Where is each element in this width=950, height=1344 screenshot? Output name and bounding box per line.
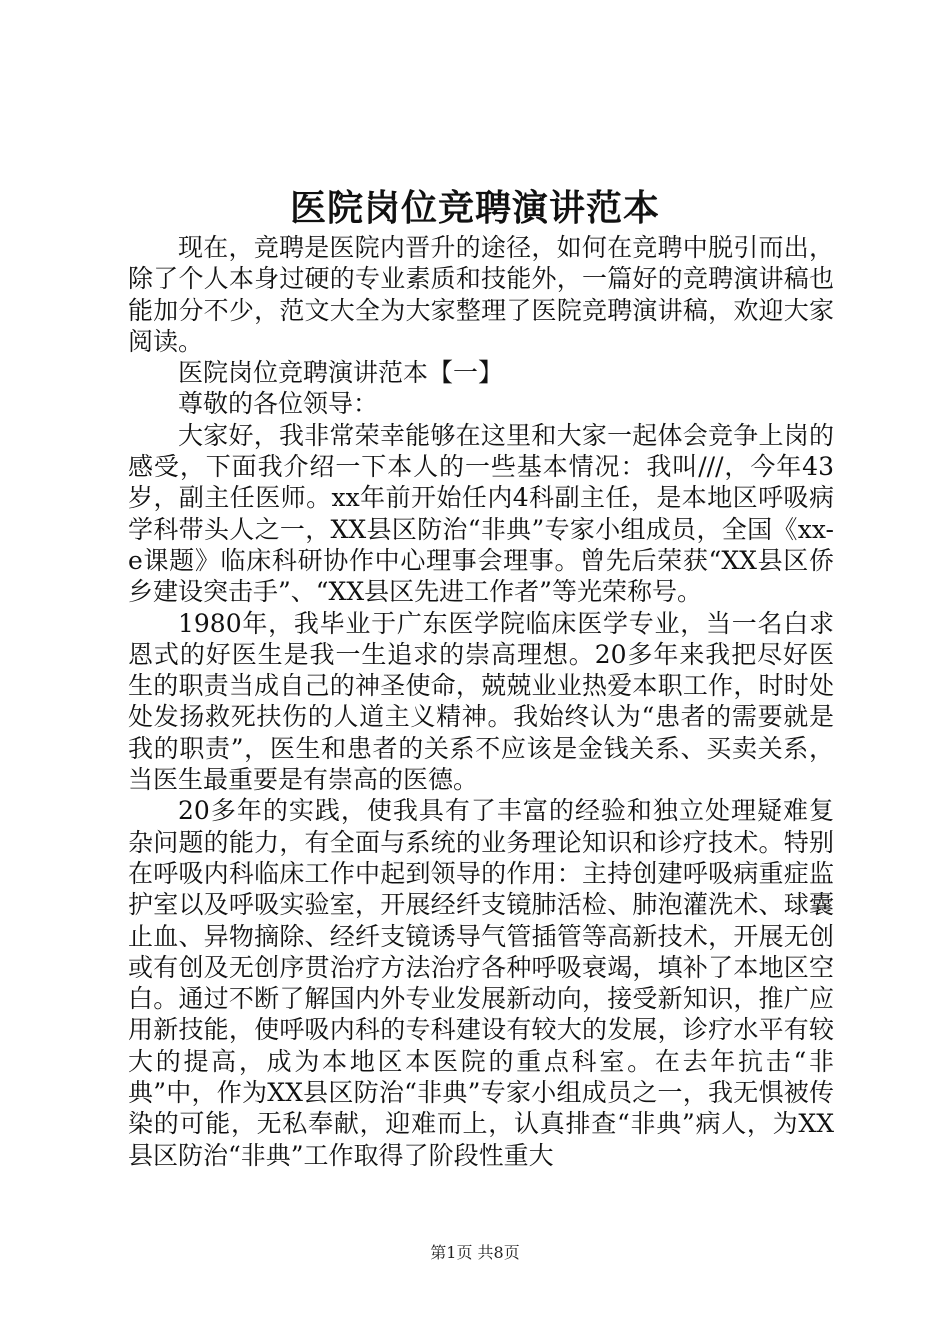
document-body [128, 232, 834, 1171]
body-paragraph: 1980年，我毕业于广东医学院临床医学专业，当一名白求恩式的好医生是我一生追求的崇高理想。20多年来我把尽好医生的职责当成自己的神圣使命，兢兢业业热爱本职工作，时时处处发扬救死扶伤的人道主义精神。我始终认为“患者的需要就是我的职责”，医生和患者的关系不应该是金钱关系、买卖关系，当医生最重要是有崇高的医德。 [128, 608, 834, 795]
salutation: 尊敬的各位领导： [178, 389, 379, 419]
section-heading: 医院岗位竞聘演讲范本【一】 [178, 358, 504, 388]
document-title: 医院岗位竞聘演讲范本 [289, 187, 660, 229]
page-number-footer: 第1页 共8页 [430, 1243, 520, 1262]
intro-paragraph: 现在，竞聘是医院内晋升的途径，如何在竞聘中脱引而出，除了个人本身过硬的专业素质和技能外，一篇好的竞聘演讲稿也能加分不少，范文大全为大家整理了医院竞聘演讲稿，欢迎大家阅读。 [128, 233, 834, 356]
body-paragraph: 大家好，我非常荣幸能够在这里和大家一起体会竞争上岗的感受，下面我介绍一下本人的一些基本情况：我叫///，今年43岁，副主任医师。xx年前开始任内4科副主任，是本地区呼吸病学科带头人之一，XX县区防治“非典”专家小组成员，全国《xx-e课题》临床科研协作中心理事会理事。曾先后荣获“XX县区侨乡建设突击手”、“XX县区先进工作者”等光荣称号。 [128, 420, 834, 607]
body-paragraph: 20多年的实践，使我具有了丰富的经验和独立处理疑难复杂问题的能力，有全面与系统的业务理论知识和诊疗技术。特别在呼吸内科临床工作中起到领导的作用：主持创建呼吸病重症监护室以及呼吸实验室，开展经纤支镜肺活检、肺泡灌洗术、球囊止血、异物摘除、经纤支镜诱导气管插管等高新技术，开展无创或有创及无创序贯治疗方法治疗各种呼吸衰竭，填补了本地区空白。通过不断了解国内外专业发展新动向，接受新知识，推广应用新技能，使呼吸内科的专科建设有较大的发展，诊疗水平有较大的提高，成为本地区本医院的重点科室。在去年抗击“非典”中，作为XX县区防治“非典”专家小组成员之一，我无惧被传染的可能，无私奉献，迎难而上，认真排查“非典”病人，为XX县区防治“非典”工作取得了阶段性重大 [128, 796, 834, 1170]
